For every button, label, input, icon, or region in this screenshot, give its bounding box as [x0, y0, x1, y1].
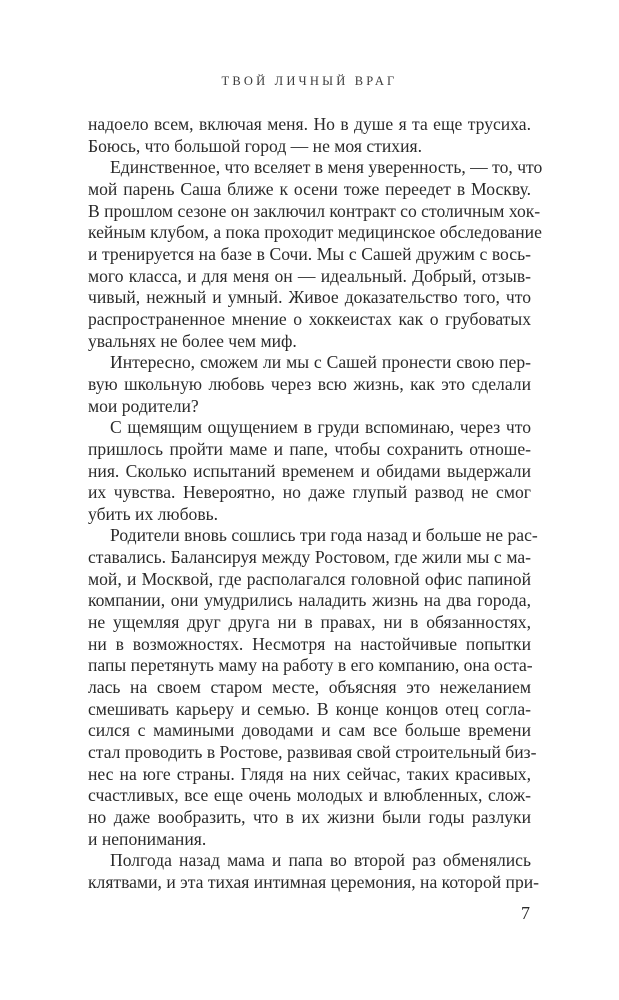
- paragraph: [88, 352, 531, 417]
- text-line: надоело всем, включая меня. Но в душе я та еще трусиха.: [88, 114, 531, 134]
- paragraph: [88, 417, 531, 525]
- paragraph: [88, 525, 538, 850]
- text-line: мой парень Саша ближе к осени тоже переедет в Москву.: [88, 178, 531, 199]
- text-line: ния. Сколько испытаний временем и обидами выдержали: [88, 460, 531, 481]
- text-line: Единственное, что вселяет в меня уверенность, — то, что: [110, 157, 543, 178]
- text-line: нес на юге страны. Глядя на них сейчас, таких красивых,: [88, 763, 531, 784]
- text-line: увальнях не более чем миф.: [88, 330, 297, 351]
- text-line: компании, они умудрились наладить жизнь на два города,: [88, 590, 531, 611]
- text-line: смешивать карьеру и семью. В конце концов отец согла-: [88, 698, 531, 719]
- text-line: С щемящим ощущением в груди вспоминаю, через что: [110, 417, 531, 438]
- text-line: ставались. Балансируя между Ростовом, где жили мы с ма-: [88, 547, 531, 568]
- text-line: сился с мамиными доводами и сам все больше времени: [88, 720, 531, 741]
- text-line: и тренируется на базе в Сочи. Мы с Сашей дружим с вось-: [88, 243, 531, 264]
- text-line: кейным клубом, а пока проходит медицинское обследование: [88, 222, 542, 243]
- running-head: ТВОЙ ЛИЧНЫЙ ВРАГ: [221, 74, 398, 88]
- text-line: их чувства. Невероятно, но даже глупый развод не смог: [88, 482, 531, 503]
- page-number: 7: [521, 903, 530, 923]
- text-line: Боюсь, что большой город — не моя стихия.: [88, 135, 422, 156]
- text-line: ни в возможностях. Несмотря на настойчивые попытки: [88, 633, 531, 654]
- text-line: не ущемляя друг друга ни в правах, ни в обязанностях,: [88, 612, 531, 633]
- text-line: но даже вообразить, что в их жизни были годы разлуки: [88, 807, 531, 827]
- text-line: распространенное мнение о хоккеистах как о грубоватых: [88, 308, 531, 329]
- text-line: стал проводить в Ростове, развивая свой строительный биз-: [88, 742, 537, 763]
- text-line: пришлось пройти маме и папе, чтобы сохранить отноше-: [88, 438, 531, 459]
- text-line: мого класса, и для меня он — идеальный. Добрый, отзыв-: [88, 265, 531, 286]
- text-line: лась на своем старом месте, объясняя это нежеланием: [88, 677, 531, 698]
- paragraph: [88, 850, 540, 893]
- text-line: Родители вновь сошлись три года назад и больше не рас-: [110, 525, 538, 546]
- text-line: папы перетянуть маму на работу в его компанию, она оста-: [88, 655, 533, 676]
- text-line: и непонимания.: [88, 828, 207, 849]
- text-line: В прошлом сезоне он заключил контракт со столичным хок-: [88, 200, 541, 221]
- text-line: мои родители?: [88, 395, 199, 416]
- text-line: вую школьную любовь через всю жизнь, как это сделали: [88, 373, 531, 394]
- text-line: Полгода назад мама и папа во второй раз обменялись: [110, 850, 531, 871]
- paragraph: [88, 157, 543, 352]
- text-line: убить их любовь.: [88, 503, 219, 524]
- text-line: Интересно, сможем ли мы с Сашей пронести свою пер-: [110, 352, 531, 373]
- body-text: [88, 114, 543, 894]
- text-line: счастливых, все еще очень молодых и влюбленных, слож-: [88, 785, 531, 806]
- text-line: чивый, нежный и умный. Живое доказательство того, что: [88, 287, 531, 308]
- paragraph: [88, 114, 531, 157]
- text-line: мой, и Москвой, где располагался головной офис папиной: [88, 568, 531, 589]
- text-line: клятвами, и эта тихая интимная церемония, на которой при-: [88, 871, 540, 892]
